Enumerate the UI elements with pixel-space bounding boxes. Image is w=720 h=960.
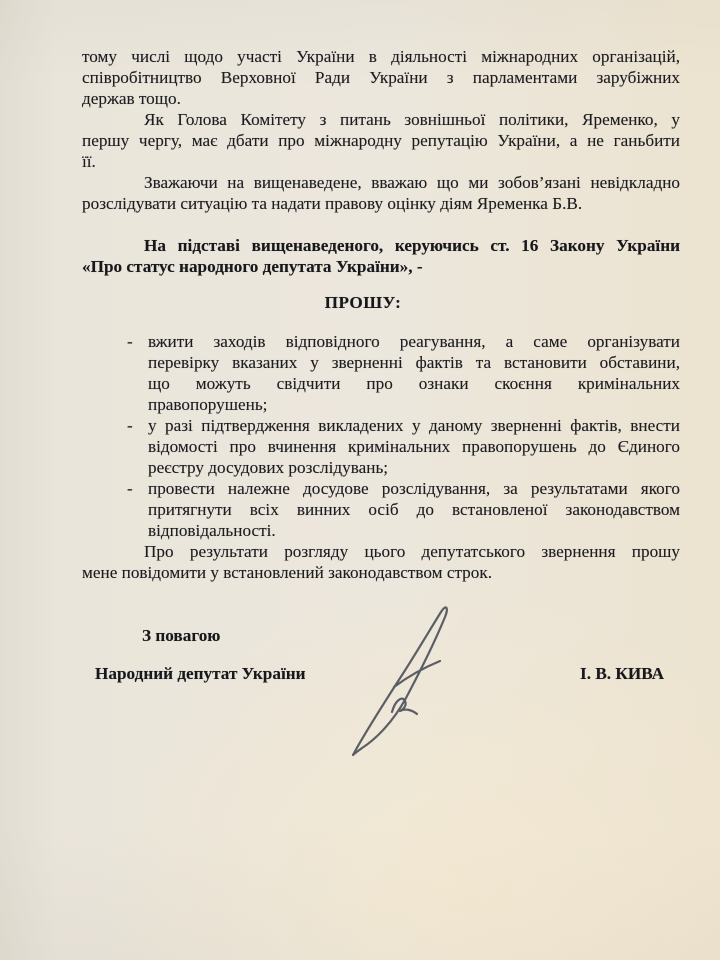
- text-line: держав тощо.: [82, 89, 181, 108]
- paragraph-conclusion: [82, 172, 680, 214]
- paragraph-notify-results: [82, 541, 680, 583]
- list-dash: -: [127, 416, 133, 435]
- list-item-take-measures: [82, 331, 680, 415]
- text-line: вжити заходів відповідного реагування, а саме організувати: [148, 332, 680, 351]
- text-line: співробітництво Верховної Ради України з парламентами зарубіжних: [82, 68, 680, 87]
- text-line: першу чергу, має дбати про міжнародну репутацію України, а не ганьбити: [82, 131, 680, 150]
- text-line: Як Голова Комітету з питань зовнішньої політики, Яременко, у: [144, 110, 680, 129]
- request-heading-text: ПРОШУ:: [324, 293, 402, 312]
- list-dash: -: [127, 479, 133, 498]
- text-line: притягнути всіх винних осіб до встановленої законодавством: [148, 500, 680, 519]
- text-line: провести належне досудове розслідування, за результатами якого: [148, 479, 680, 498]
- signer-title: Народний депутат України: [95, 664, 306, 683]
- text-line: мене повідомити у встановлений законодавством строк.: [82, 563, 492, 582]
- text-line: правопорушень;: [148, 395, 268, 414]
- text-line: Зважаючи на вищенаведене, вважаю що ми зобов’язані невідкладно: [144, 173, 680, 192]
- text-line: тому числі щодо участі України в діяльності міжнародних організацій,: [82, 47, 680, 66]
- list-dash: -: [127, 332, 133, 351]
- text-line: у разі підтвердження викладених у даному зверненні фактів, внести: [148, 416, 680, 435]
- paragraph-legal-basis: [82, 235, 680, 277]
- salutation: З повагою: [142, 626, 221, 645]
- request-heading: [82, 292, 680, 313]
- text-line: розслідувати ситуацію та надати правову оцінку діям Яременка Б.В.: [82, 194, 583, 213]
- paragraph-international-activity: [82, 46, 680, 109]
- text-line: відповідальності.: [148, 521, 276, 540]
- signature-main-loop: [353, 607, 447, 755]
- request-list: [82, 331, 680, 541]
- text-line: «Про статус народного депутата України», -: [82, 257, 423, 276]
- text-line: перевірку вказаних у зверненні фактів та встановити обставини,: [148, 353, 680, 372]
- text-line: відомості про вчинення кримінальних правопорушень до Єдиного: [148, 437, 680, 456]
- signature-squiggle: [392, 699, 417, 714]
- letter-body: [82, 46, 680, 684]
- signer-name: І. В. КИВА: [580, 664, 664, 683]
- paragraph-committee-head: [82, 109, 680, 172]
- list-item-register-entry: [82, 415, 680, 478]
- text-line: її.: [82, 152, 96, 171]
- text-line: На підставі вищенаведеного, керуючись ст. 16 Закону України: [144, 236, 680, 255]
- list-item-investigation: [82, 478, 680, 541]
- text-line: реєстру досудових розслідувань;: [148, 458, 389, 477]
- signature-cross-stroke: [394, 661, 440, 687]
- text-line: що можуть свідчити про ознаки скоєння кримінальних: [148, 374, 680, 393]
- signature: [336, 590, 486, 765]
- text-line: Про результати розгляду цього депутатського звернення прошу: [144, 542, 680, 561]
